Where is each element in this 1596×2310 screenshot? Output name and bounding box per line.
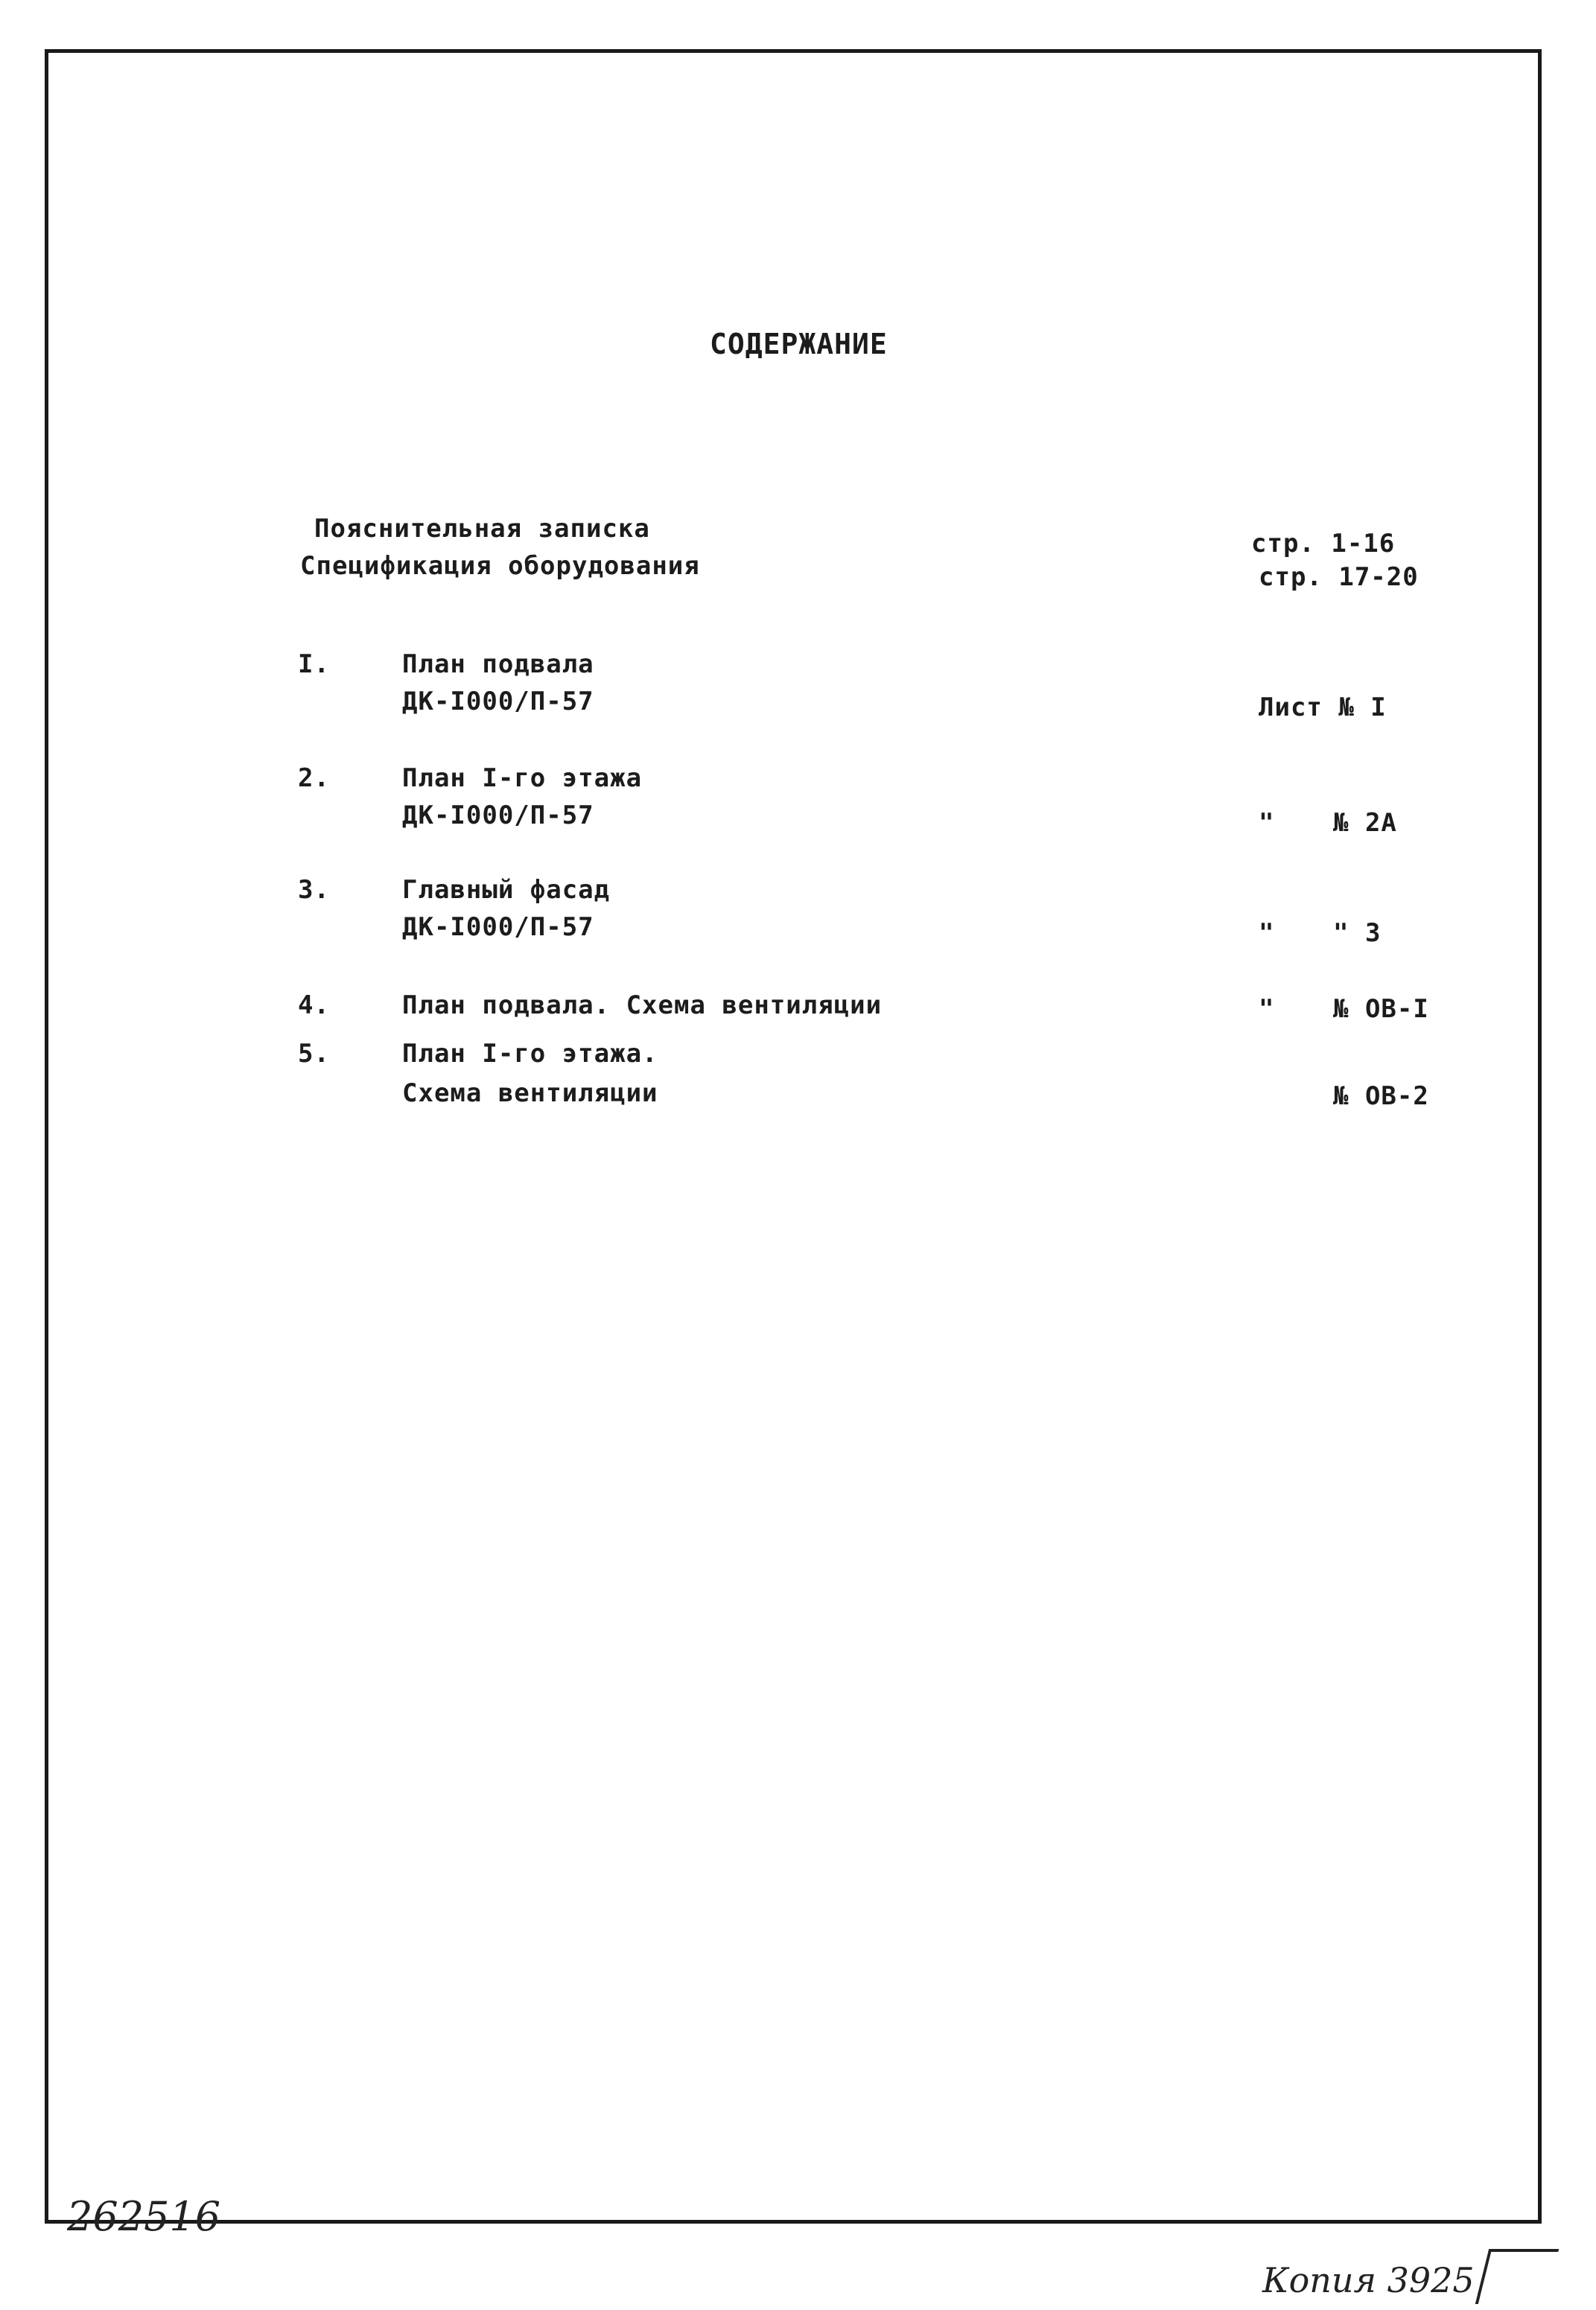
item-number: 3. bbox=[298, 875, 330, 905]
copy-stamp-bracket bbox=[1475, 2249, 1559, 2304]
item-code: ДК-I000/П-57 bbox=[402, 912, 594, 942]
item-title: План подвала bbox=[402, 649, 594, 679]
item-code: ДК-I000/П-57 bbox=[402, 687, 594, 716]
item-number: 4. bbox=[298, 990, 330, 1020]
page-frame bbox=[45, 49, 1542, 2224]
item-number: I. bbox=[298, 649, 330, 679]
item-number: 5. bbox=[298, 1039, 330, 1069]
archive-number-stamp: 262516 bbox=[67, 2193, 221, 2240]
item-sheet-ref: № ОВ-2 bbox=[1333, 1081, 1429, 1111]
ditto-mark: " bbox=[1259, 808, 1275, 838]
item-code: ДК-I000/П-57 bbox=[402, 801, 594, 830]
intro-label-explanatory-note: Пояснительная записка bbox=[314, 514, 650, 544]
intro-ref-explanatory-note: стр. 1-16 bbox=[1251, 529, 1396, 559]
item-sheet-ref: Лист № I bbox=[1259, 693, 1387, 722]
ditto-mark: " bbox=[1259, 918, 1275, 948]
intro-label-equipment-spec: Спецификация оборудования bbox=[300, 551, 700, 581]
copy-stamp: Копия 3925 bbox=[1262, 2260, 1475, 2300]
item-title: План подвала. Схема вентиляции bbox=[402, 990, 883, 1020]
ditto-mark: " bbox=[1259, 994, 1275, 1024]
item-title: План I-го этажа. bbox=[402, 1039, 658, 1069]
item-sheet-ref: № 2А bbox=[1333, 808, 1397, 838]
intro-ref-equipment-spec: стр. 17-20 bbox=[1259, 562, 1419, 592]
item-title: План I-го этажа bbox=[402, 763, 643, 793]
document-title: СОДЕРЖАНИЕ bbox=[710, 328, 888, 360]
item-number: 2. bbox=[298, 763, 330, 793]
item-subtitle: Схема вентиляции bbox=[402, 1078, 658, 1108]
item-title: Главный фасад bbox=[402, 875, 611, 905]
item-sheet-ref: " 3 bbox=[1333, 918, 1382, 948]
item-sheet-ref: № ОВ-I bbox=[1333, 994, 1429, 1024]
